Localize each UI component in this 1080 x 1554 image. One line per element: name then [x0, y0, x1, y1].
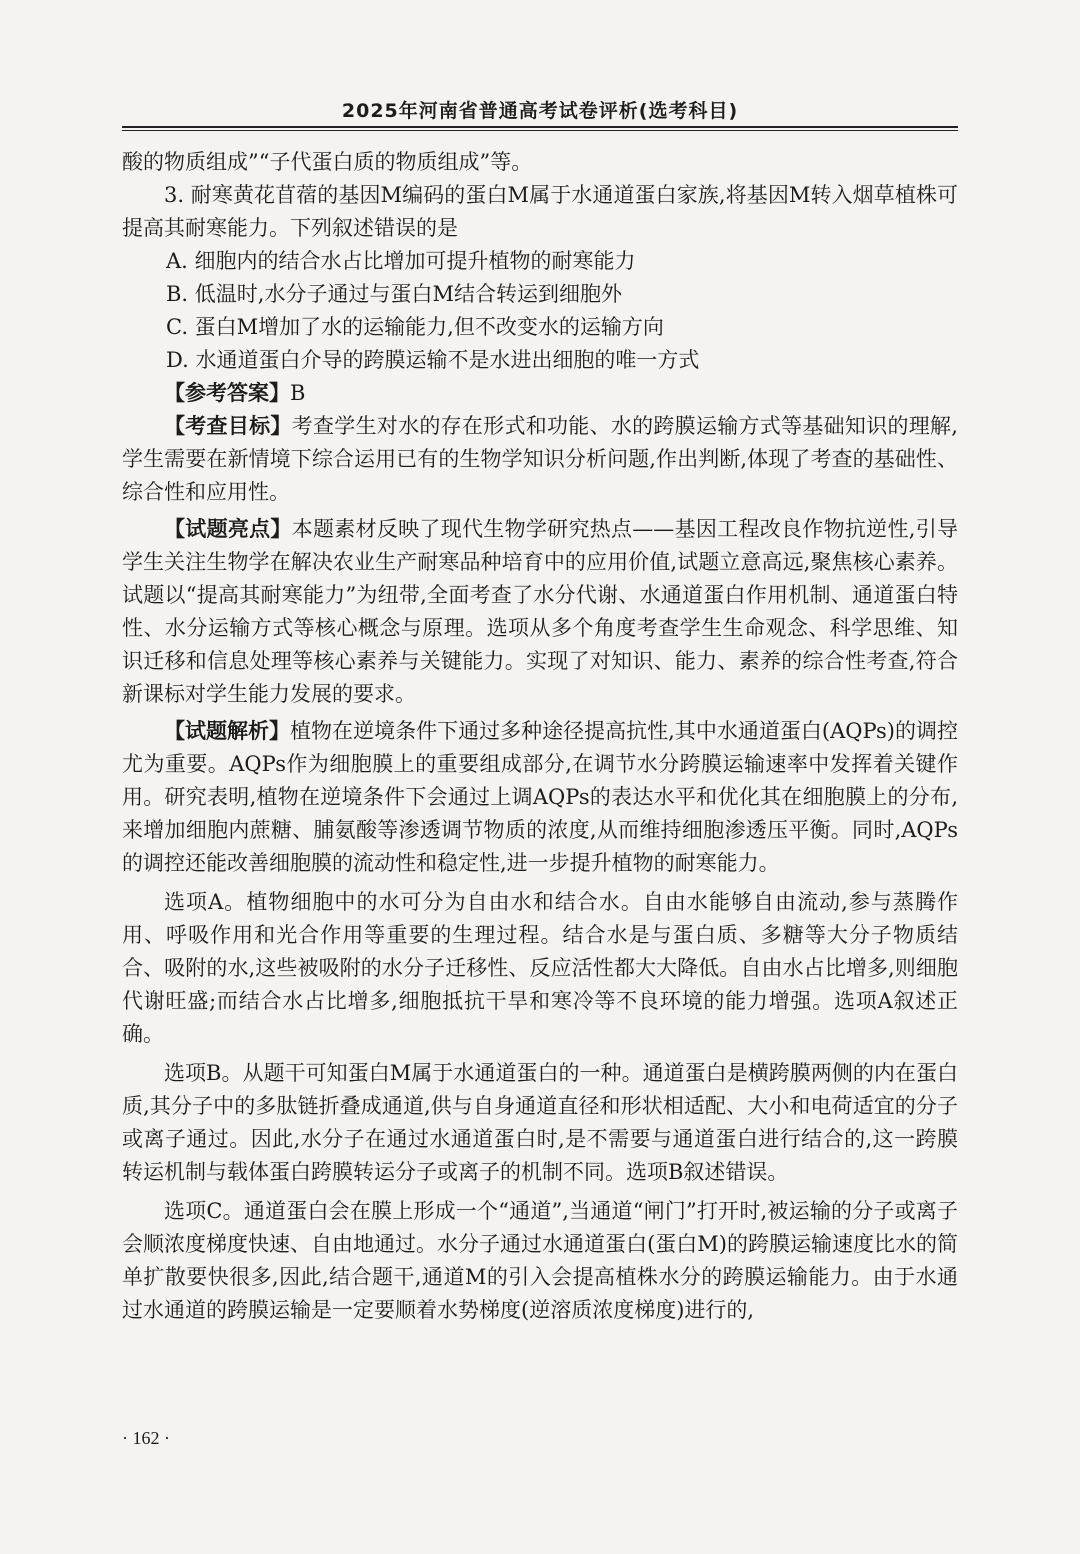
analysis-label: 【试题解析】 — [164, 719, 291, 743]
question-stem: 3. 耐寒黄花苜蓿的基因M编码的蛋白M属于水通道蛋白家族,将基因M转入烟草植株可提高其耐寒能力。下列叙述错误的是 — [122, 183, 958, 240]
highlight-text: 本题素材反映了现代生物学研究热点——基因工程改良作物抗逆性,引导学生关注生物学在解决农业生产耐寒品种培育中的应用价值,试题立意高远,聚焦核心素养。试题以“提高其耐寒能力”为纽带,全面考查了水分代谢、水通道蛋白作用机制、通道蛋白特性、水分运输方式等核心概念与原理。选项从多个角度考查学生生命观念、科学思维、知识迁移和信息处理等核心素养与关键能力。实现了对知识、能力、素养的综合性考查,符合新课标对学生能力发展的要求。 — [122, 517, 958, 706]
answer-value: B — [290, 381, 306, 405]
target-label: 【考查目标】 — [164, 414, 292, 438]
header-rule-thin — [122, 130, 958, 131]
analysis-text: 植物在逆境条件下通过多种途径提高抗性,其中水通道蛋白(AQPs)的调控尤为重要。AQPs作为细胞膜上的重要组成部分,在调节水分跨膜运输速率中发挥着关键作用。研究表明,植物在逆境条件下会通过上调AQPs的表达水平和优化其在细胞膜上的分布,来增加细胞内蔗糖、脯氨酸等渗透调节物质的浓度,从而维持细胞渗透压平衡。同时,AQPs的调控还能改善细胞膜的流动性和稳定性,进一步提升植物的耐寒能力。 — [122, 719, 958, 875]
header-rule — [122, 126, 958, 128]
highlight-paragraph — [122, 513, 958, 711]
target-paragraph — [122, 410, 958, 509]
option-a: A. 细胞内的结合水占比增加可提升植物的耐寒能力 — [166, 249, 636, 273]
option-d: D. 水通道蛋白介导的跨膜运输不是水进出细胞的唯一方式 — [166, 348, 700, 372]
option-c-analysis: 选项C。通道蛋白会在膜上形成一个“通道”,当通道“闸门”打开时,被运输的分子或离子会顺浓度梯度快速、自由地通过。水分子通过水通道蛋白(蛋白M)的跨膜运输速度比水的简单扩散要快很多,因此,结合题干,通道M的引入会提高植株水分的跨膜运输能力。由于水通过水通道的跨膜运输是一定要顺着水势梯度(逆溶质浓度梯度)进行的, — [122, 1199, 958, 1322]
answer-line — [122, 377, 958, 410]
target-text: 考查学生对水的存在形式和功能、水的跨膜运输方式等基础知识的理解,学生需要在新情境下综合运用已有的生物学知识分析问题,作出判断,体现了考查的基础性、综合性和应用性。 — [122, 414, 958, 504]
option-a-analysis: 选项A。植物细胞中的水可分为自由水和结合水。自由水能够自由流动,参与蒸腾作用、呼吸作用和光合作用等重要的生理过程。结合水是与蛋白质、多糖等大分子物质结合、吸附的水,这些被吸附的水分子迁移性、反应活性都大大降低。自由水占比增多,则细胞代谢旺盛;而结合水占比增多,细胞抵抗干旱和寒冷等不良环境的能力增强。选项A叙述正确。 — [122, 890, 958, 1046]
analysis-paragraph — [122, 715, 958, 880]
option-c: C. 蛋白M增加了水的运输能力,但不改变水的运输方向 — [166, 315, 664, 339]
highlight-label: 【试题亮点】 — [164, 517, 292, 541]
running-header: 2025年河南省普通高考试卷评析(选考科目) — [341, 100, 739, 122]
continuation-line: 酸的物质组成”“子代蛋白质的物质组成”等。 — [122, 150, 533, 174]
page-number: · 162 · — [122, 1428, 170, 1448]
answer-label: 【参考答案】 — [164, 381, 290, 405]
option-b: B. 低温时,水分子通过与蛋白M结合转运到细胞外 — [166, 282, 622, 306]
option-b-analysis: 选项B。从题干可知蛋白M属于水通道蛋白的一种。通道蛋白是横跨膜两侧的内在蛋白质,其分子中的多肽链折叠成通道,供与自身通道直径和形状相适配、大小和电荷适宜的分子或离子通过。因此,水分子在通过水通道蛋白时,是不需要与通道蛋白进行结合的,这一跨膜转运机制与载体蛋白跨膜转运分子或离子的机制不同。选项B叙述错误。 — [122, 1061, 958, 1184]
body-text — [122, 146, 958, 1327]
